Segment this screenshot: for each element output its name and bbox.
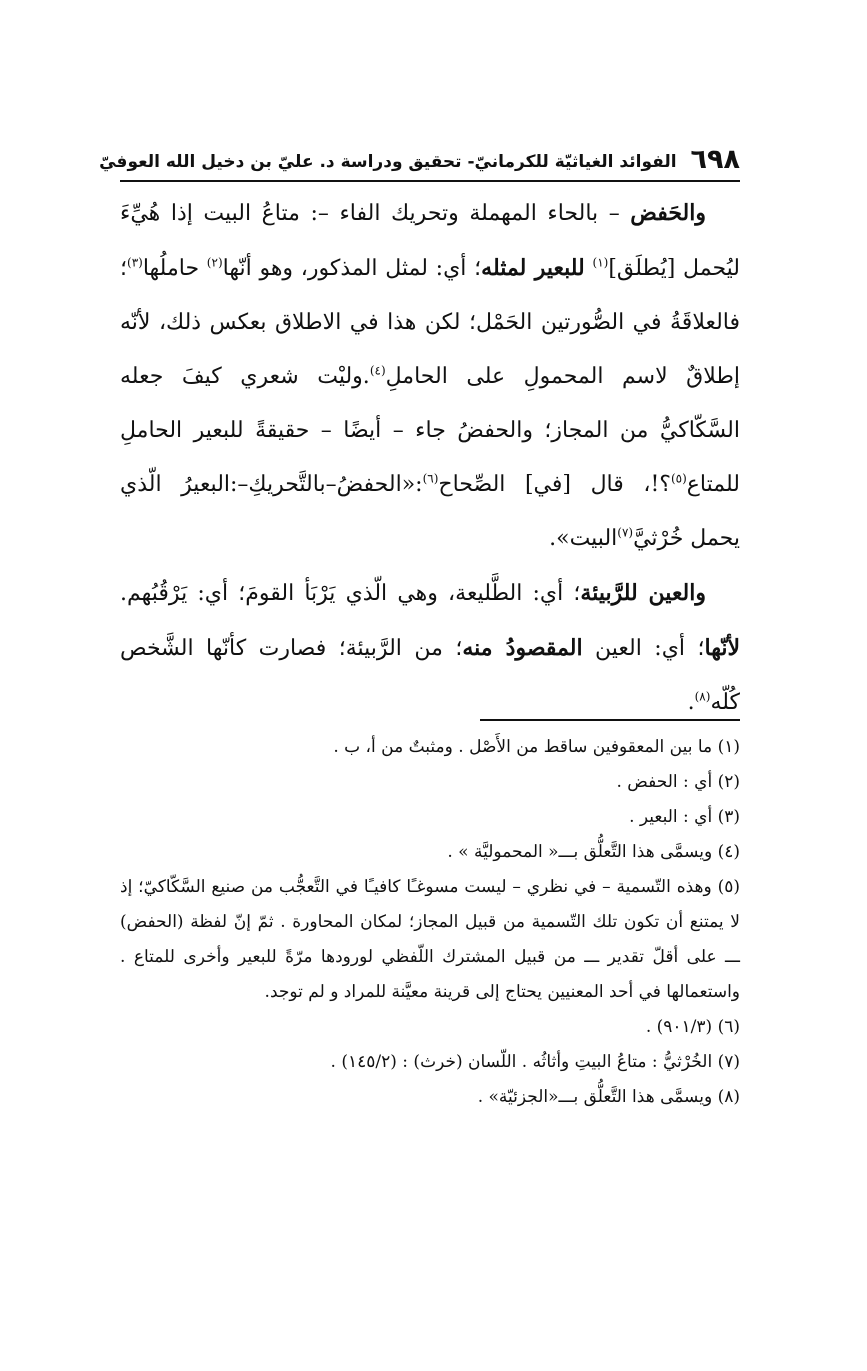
paragraph-text: :«الحفضُ–بالتَّحريكِ–:البعيرُ الّذي يحمل خُرْثيَّ	[120, 472, 740, 551]
term-alayn: والعين للرَّبيئة	[580, 580, 706, 606]
term-almaqsud: المقصودُ منه	[462, 635, 583, 661]
footnote-2: (٢) أي : الحفض .	[616, 772, 740, 792]
page-number: ٦٩٨	[690, 144, 740, 175]
page-header	[99, 140, 740, 176]
term-liannaha: لأنّها	[704, 635, 741, 661]
footnote-5: (٥) وهذه التّسمية – في نظري – ليست مسوغـًا كافيـًا في التَّعجُّب من صنيع السَّكّاكيّ؛ إذ لا يمتنع أن تكون تلك التّسمية من قبيل المجاز؛ لمكان المحاورة . ثمّ إنّ لفظة (الحفض) ـــ على أقلّ تقدير ـــ من قبيل المشترك اللّفظي لورودها مرّةً للبعير وأخرى للمتاع . واستعمالها في أحد المعنيين يحتاج إلى قرينة معيَّنة للمراد و لم توجد.	[120, 877, 740, 1002]
footnotes	[120, 730, 740, 1115]
paragraph-text: حاملُها	[142, 256, 207, 281]
paragraph-text: ؛ فالعلاقَةُ في الصُّورتين الحَمْل؛ لكن هذا في الاطلاق بعكس ذلك، لأنّه إطلاقٌ لاسم المحمولِ على الحاملِ	[120, 256, 741, 389]
paragraph-text: .	[687, 690, 695, 715]
paragraph-text: ؛ أي: الطَّليعة، وهي الّذي يَرْبَأ القومَ؛ أي: يَرْقُبُهم.	[120, 581, 581, 606]
paragraph-text: ؛ أي: لمثل المذكور، وهو أنّها	[222, 256, 482, 281]
header-rule	[120, 180, 740, 182]
paragraph-2	[120, 566, 740, 730]
paragraph-text: ؛ من الرَّبيئة؛ فصارت كأنّها الشَّخص كُلّه	[120, 636, 740, 715]
main-text	[120, 186, 740, 730]
footnote-8: (٨) ويسمَّى هذا التَّعلُّق بـــ«الجزئيّة» .	[477, 1087, 740, 1107]
paragraph-text	[585, 256, 593, 281]
footnote-ref-5[interactable]: (٥)	[670, 471, 687, 486]
paragraph-text: – بالحاء المهملة وتحريك الفاء –: متاعُ البيت إذا هُيِّءَ ليُحمل [يُطلَق]	[120, 201, 740, 281]
footnote-ref-7[interactable]: (٧)	[617, 525, 634, 540]
footnote-ref-1[interactable]: (١)	[592, 255, 609, 270]
running-title: الفوائد الغياثيّة للكرمانيّ- تحقيق ودراسة د. عليّ بن دخيل الله العوفيّ	[99, 152, 677, 172]
footnote-6: (٦) (٩٠١/٣) .	[645, 1017, 740, 1037]
paragraph-text: .وليْت شعري كيفَ جعله السَّكّاكيُّ من المجاز؛ والحفضُ جاء – أيضًا – حقيقةً للبعير الحاملِ للمتاع	[120, 364, 740, 497]
paragraph-text: ؟!، قال [في] الصِّحاح	[438, 472, 671, 497]
footnote-ref-4[interactable]: (٤)	[369, 363, 386, 378]
footnote-ref-2[interactable]: (٢)	[206, 255, 223, 270]
paragraph-text: البيت».	[549, 526, 618, 551]
footnote-3: (٣) أي : البعير .	[629, 807, 740, 827]
footnote-rule	[480, 719, 740, 721]
paragraph-1	[120, 186, 740, 566]
footnote-4: (٤) ويسمَّى هذا التَّعلُّق بـــ« المحموليَّة » .	[447, 842, 740, 862]
footnote-ref-8[interactable]: (٨)	[694, 689, 711, 704]
footnote-7: (٧) الخُرْثيُّ : متاعُ البيتِ وأثاثُه . اللّسان (خرث) : (١٤٥/٢) .	[330, 1052, 740, 1072]
footnote-ref-6[interactable]: (٦)	[422, 471, 439, 486]
term-lilbaeer: للبعير لمثله	[481, 255, 585, 281]
term-hafd: والحَفض	[630, 200, 706, 226]
footnote-1: (١) ما بين المعقوفين ساقط من الأَصْل . ومثبتٌ من أ، ب .	[333, 737, 740, 757]
footnote-ref-3[interactable]: (٣)	[127, 255, 143, 270]
paragraph-text: ؛ أي: العين	[582, 636, 705, 661]
